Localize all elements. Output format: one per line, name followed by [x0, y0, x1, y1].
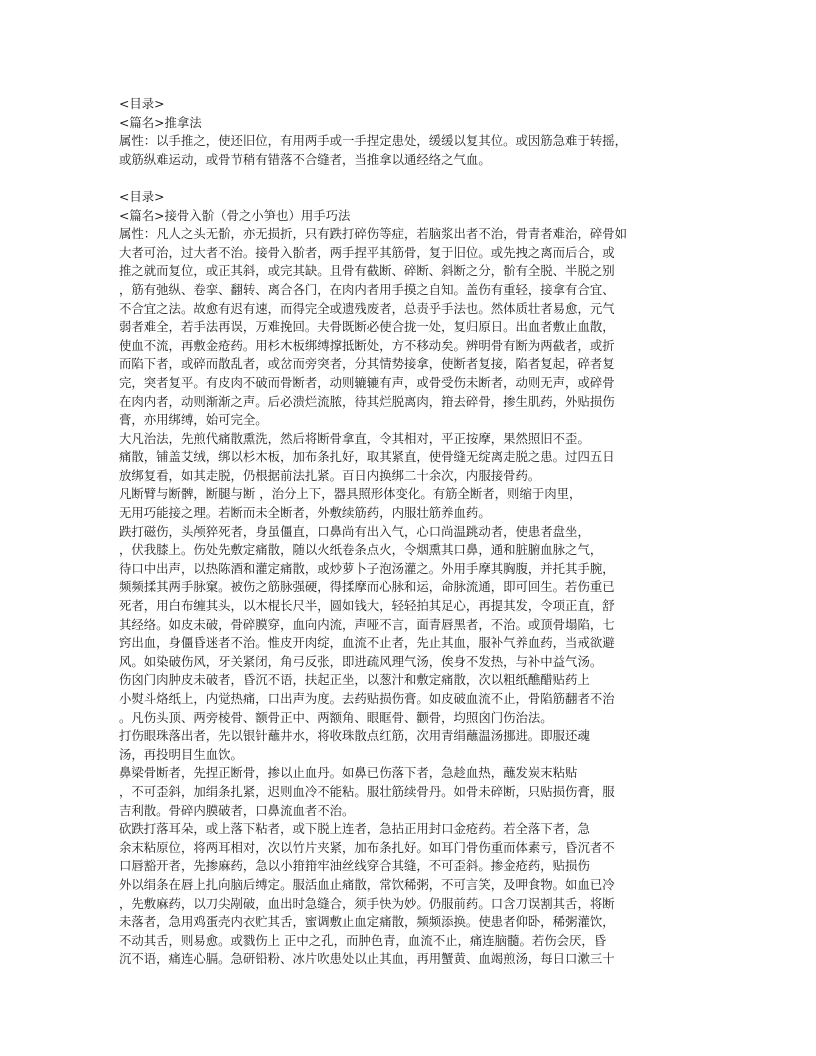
body-line: 外以绢条在唇上扎向脑后缚定。服活血止痛散，常饮稀粥，不可言笑，及呷食物。如血已冷: [119, 876, 615, 892]
body-line: 频频揉其两手脉窠。被伤之筋脉强硬，得揉摩而心脉和运，命脉流通，即可回生。若伤重已: [119, 579, 615, 595]
body-line: 打伤眼珠落出者，先以银针蘸井水，将收珠散点红筋，次用青绢蘸温汤挪进。即服还魂: [119, 728, 590, 744]
section-body: [119, 225, 699, 969]
body-line: 伤囟门肉肿皮未破者，昏沉不语，扶起正坐，以葱汁和敷定痛散，次以粗纸醮醋贴药上: [119, 672, 590, 688]
section-push-method: [119, 95, 699, 169]
body-line: 膏，亦用绑缚，始可完全。: [119, 412, 268, 428]
body-line: 属性：凡人之头无骱，亦无损折，只有跌打碎伤等症，若脑浆出者不治，骨青者难治，碎骨如: [119, 226, 628, 242]
body-line: 无用巧能接之理。若断而未全断者，外敷续筋药，内服壮筋养血药。: [119, 505, 491, 521]
body-line: 属性：以手推之，使还旧位，有用两手或一手捏定患处，缓缓以复其位。或因筋急难于转摇，: [119, 133, 628, 149]
body-line: 大者可治，过大者不治。接骨入骱者，两手捏平其筋骨，复于旧位。或先拽之离而后合，或: [119, 244, 615, 260]
body-line: 放绑复看，如其走脱，仍根据前法扎紧。百日内换绑二十余次，内服接骨药。: [119, 467, 541, 483]
body-line: 。凡伤头顶、两旁棱骨、额骨正中、两额角、眼眶骨、颧骨，均照囟门伤治法。: [119, 709, 553, 725]
section-body: [119, 132, 699, 169]
body-line: 砍跌打落耳朵，或上落下粘者，或下脱上连者，急拈正用封口金疮药。若全落下者，急: [119, 821, 590, 837]
body-line: 凡断臂与断髀，断腿与断 ，治分上下，器具照形体变化。有筋全断者，则缩于肉里，: [119, 486, 582, 502]
body-line: 沉不语，痛连心膈。急研铅粉、冰片吹患处以止其血，再用蟹黄、血竭煎汤，每日口漱三十: [119, 951, 615, 967]
document-page: [119, 95, 699, 969]
body-line: 风。如染破伤风，牙关紧闭，角弓反张，即进疏风理气汤，俟身不发热，与补中益气汤。: [119, 653, 603, 669]
body-line: 痛散，铺盖艾绒，绑以杉木板，加布条扎好，取其紧直，使骨缝无绽离走脱之患。过四五日: [119, 449, 615, 465]
section-title: <篇名>推拿法: [119, 114, 202, 130]
section-bone-setting: [119, 188, 699, 969]
body-line: 而陷下者，或碎而散乱者，或岔而旁突者，分其情势接拿，使断者复接，陷者复起，碎者复: [119, 356, 615, 372]
body-line: 不动其舌，则易愈。或戮伤上 正中之孔，而肿色青，血流不止，痛连脑髓。若伤会厌，昏: [119, 932, 607, 948]
body-line: 余末粘原位，将两耳相对，次以竹片夹紧，加布条扎好。如耳门骨伤重而体素亏，昏沉者不: [119, 839, 615, 855]
section-spacer: [119, 169, 699, 188]
body-line: 其经络。如皮未破，骨碎膜穿，血向内流，声哑不言，面青唇黑者，不治。或顶骨塌陷，七: [119, 616, 615, 632]
toc-label: <目录>: [119, 188, 165, 204]
body-line: 小熨斗烙纸上，内觉热痛，口出声为度。去药贴损伤膏。如皮破血流不止，骨陷筋翻者不治: [119, 691, 615, 706]
body-line: 弱者难全，若手法再误，万难挽回。夫骨既断必使合拢一处，复归原日。出血者敷止血散，: [119, 319, 615, 335]
body-line: 不合宜之法。故愈有迟有速，而得完全或遗残废者，总责乎手法也。然体质壮者易愈，元气: [119, 300, 615, 316]
body-line: ，筋有弛纵、卷挛、翻转、离合各门，在肉内者用手摸之自知。盖伤有重轻，接拿有合宜、: [119, 281, 615, 297]
body-line: 窍出血，身僵昏迷者不治。惟皮开肉绽，血流不止者，先止其血，服补气养血药，当戒欲避: [119, 635, 615, 651]
body-line: ，先敷麻药，以刀尖剐破，血出时急缝合，须手快为妙。仍服前药。口含刀误割其舌，将断: [119, 895, 615, 911]
body-line: 完，突者复平。有皮肉不破而骨断者，动则辘辘有声，或骨受伤未断者，动则无声，或碎骨: [119, 374, 615, 390]
body-line: 推之就而复位，或正其斜，或完其缺。且骨有截断、碎断、斜断之分，骱有全脱、半脱之别: [119, 263, 615, 279]
body-line: 死者，用白布缠其头，以木棍长尺半，圆如钱大，轻轻拍其足心，再提其发，令项正直，舒: [119, 598, 615, 614]
body-line: 汤，再投明目生血饮。: [119, 746, 243, 762]
body-line: 或筋纵难运动，或骨节稍有错落不合缝者，当推拿以通经络之气血。: [119, 151, 491, 167]
body-line: 使血不流，再敷金疮药。用杉木板绑缚撑抵断处，方不移动矣。辨明骨有断为两截者，或折: [119, 337, 615, 353]
body-line: ，伏我膝上。伤处先敷定痛散，随以火纸卷条点火，令烟熏其口鼻，通和脏腑血脉之气，: [119, 542, 603, 558]
body-line: ，不可歪斜，加绢条扎紧，迟则血冷不能粘。服壮筋续骨丹。如骨未碎断，只贴损伤膏，服: [119, 783, 615, 799]
body-line: 鼻梁骨断者，先捏正断骨，掺以止血丹。如鼻已伤落下者，急趁血热，蘸发炭末粘贴: [119, 765, 578, 781]
body-line: 吉利散。骨碎内膜破者，口鼻流血者不治。: [119, 802, 355, 818]
body-line: 在肉内者，动则渐渐之声。后必溃烂流脓，待其烂脱离肉，箝去碎骨，掺生肌药，外贴损伤: [119, 393, 615, 409]
body-line: 口唇豁开者，先掺麻药，急以小箝箝牢油丝线穿合其缝，不可歪斜。掺金疮药，贴损伤: [119, 858, 590, 874]
body-line: 跌打磁伤，头颅猝死者，身虽僵直，口鼻尚有出入气，心口尚温跳动者，使患者盘坐，: [119, 523, 590, 539]
toc-label: <目录>: [119, 96, 165, 111]
section-title: <篇名>接骨入骱（骨之小笋也）用手巧法: [119, 207, 351, 223]
body-line: 大凡治法，先煎代痛散熏洗，然后将断骨拿直，令其相对，平正按摩，果然照旧不歪。: [119, 430, 590, 446]
body-line: 未落者，急用鸡蛋壳内衣贮其舌，蜜调敷止血定痛散，频频添换。使患者仰卧，稀粥灌饮，: [119, 914, 615, 930]
body-line: 待口中出声，以热陈酒和灌定痛散，或炒萝卜子泡汤灌之。外用手摩其胸腹，并托其手腕，: [119, 560, 615, 576]
